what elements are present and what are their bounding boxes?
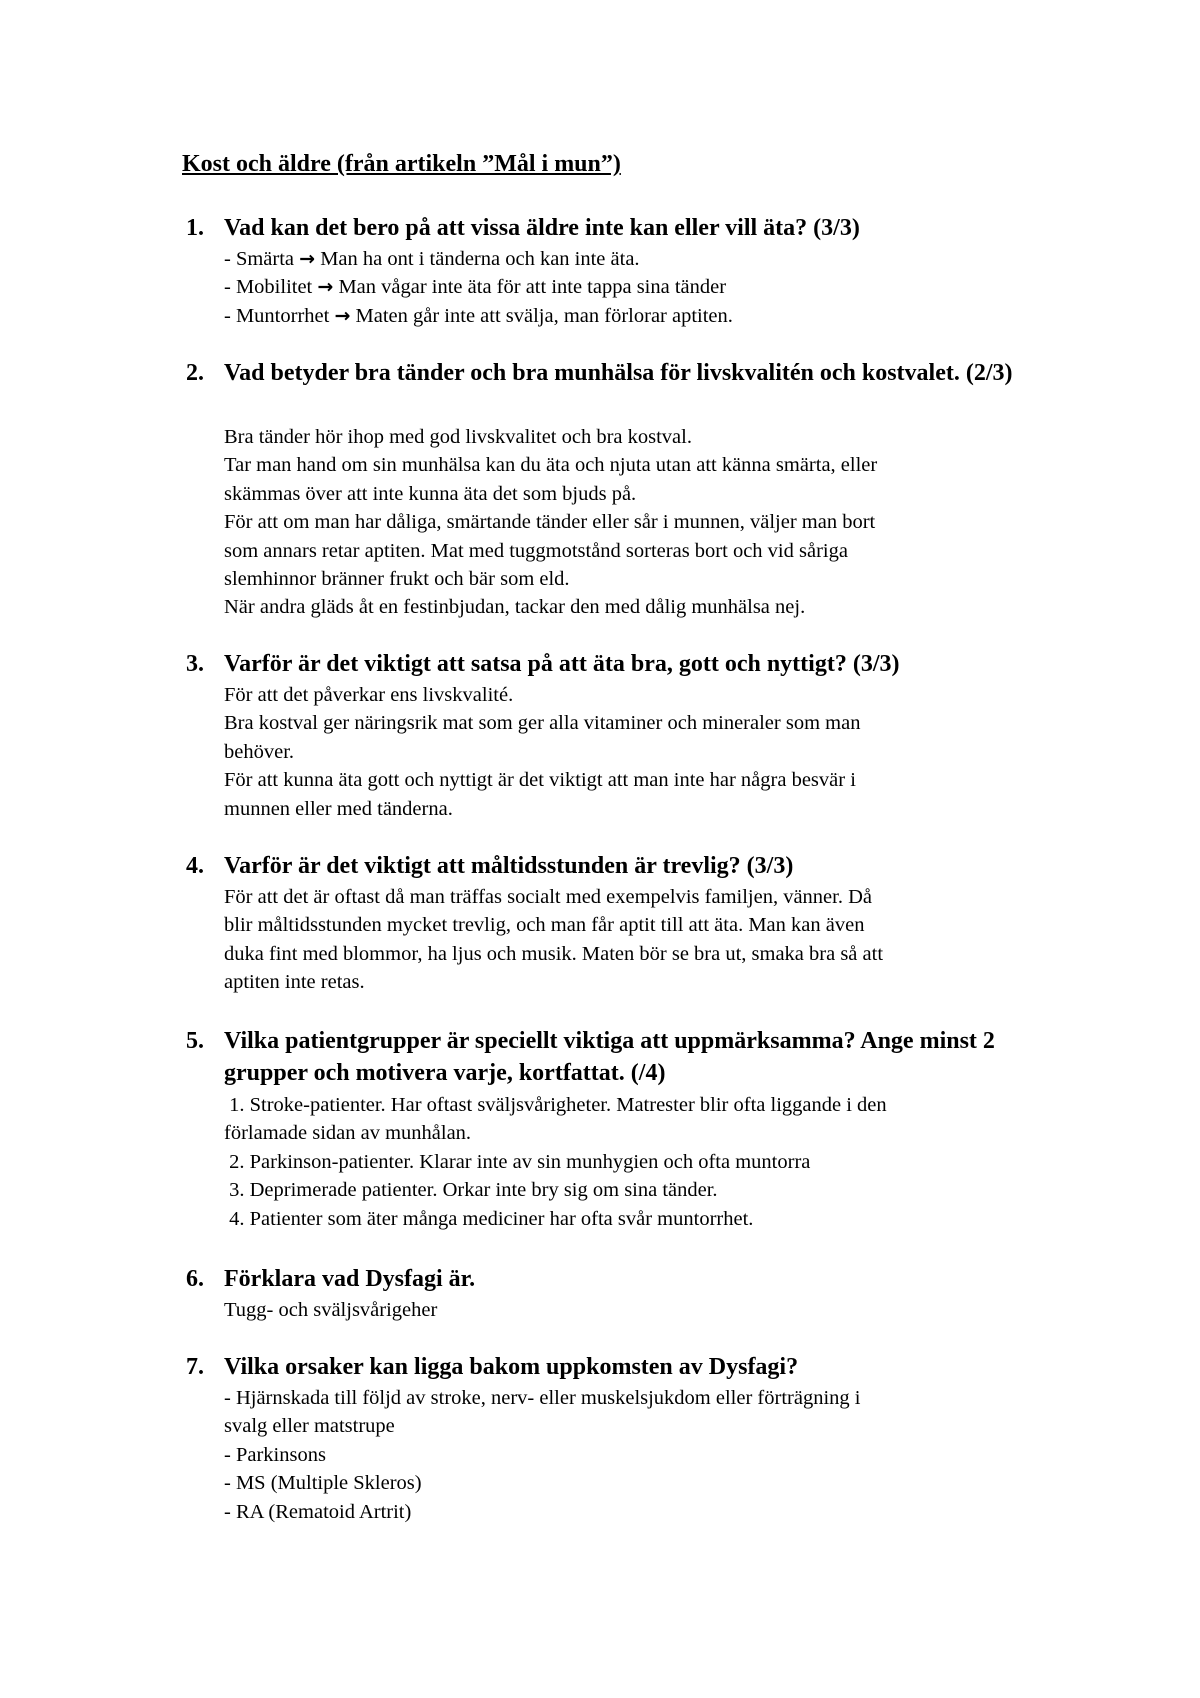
answer-text xyxy=(224,245,1014,330)
question-heading: Vad betyder bra tänder och bra munhälsa för livskvalitén och kostvalet. (2/3) xyxy=(224,360,1013,386)
question-number: 6. xyxy=(186,1266,204,1292)
question-heading: Varför är det viktigt att måltidsstunden är trevlig? (3/3) xyxy=(224,853,794,879)
answer-line: skämmas över att inte kunna äta det som bjuds på. xyxy=(224,482,637,505)
answer-line: För att om man har dåliga, smärtande tänder eller sår i munnen, väljer man bort xyxy=(224,511,876,534)
question-heading: Vad kan det bero på att vissa äldre inte kan eller vill äta? (3/3) xyxy=(224,215,860,241)
answer-line: - Muntorrhet → Maten går inte att svälja, man förlorar aptiten. xyxy=(224,304,733,327)
answer-text xyxy=(224,1091,1014,1233)
question-number: 4. xyxy=(186,853,204,879)
answer-line: munnen eller med tänderna. xyxy=(224,797,453,820)
question-heading: Vilka patientgrupper är speciellt viktiga att uppmärksamma? Ange minst 2 grupper och motivera varje, kortfattat. (/4) xyxy=(224,1028,995,1086)
answer-line: - RA (Rematoid Artrit) xyxy=(224,1500,412,1523)
answer-line: slemhinnor bränner frukt och bär som eld. xyxy=(224,568,570,591)
answer-line: - Parkinsons xyxy=(224,1443,326,1466)
right-arrow-icon: → xyxy=(299,248,316,270)
right-arrow-icon: → xyxy=(317,276,334,299)
question-heading: Varför är det viktigt att satsa på att äta bra, gott och nyttigt? (3/3) xyxy=(224,651,900,677)
question-heading: Vilka orsaker kan ligga bakom uppkomsten av Dysfagi? xyxy=(224,1354,799,1380)
question-number: 7. xyxy=(186,1354,204,1380)
answer-line: förlamade sidan av munhålan. xyxy=(224,1122,472,1145)
answer-line: Tugg- och sväljsvårigeher xyxy=(224,1299,438,1321)
answer-line: blir måltidsstunden mycket trevlig, och man får aptit till att äta. Man kan även xyxy=(224,914,865,937)
answer-line: svalg eller matstrupe xyxy=(224,1415,395,1438)
answer-text xyxy=(224,1384,1014,1526)
question-number: 5. xyxy=(186,1028,204,1054)
answer-line: Tar man hand om sin munhälsa kan du äta och njuta utan att känna smärta, eller xyxy=(224,454,878,477)
question-number: 1. xyxy=(186,215,204,241)
answer-text xyxy=(224,681,1014,823)
question-heading: Förklara vad Dysfagi är. xyxy=(224,1266,476,1292)
answer-line: - Mobilitet → Man vågar inte äta för att inte tappa sina tänder xyxy=(224,276,727,299)
answer-line: Bra tänder hör ihop med god livskvalitet och bra kostval. xyxy=(224,426,692,448)
answer-line: duka fint med blommor, ha ljus och musik. Maten bör se bra ut, smaka bra så att xyxy=(224,942,884,965)
answer-line: - Smärta → Man ha ont i tänderna och kan inte äta. xyxy=(224,248,640,270)
answer-line: aptiten inte retas. xyxy=(224,971,365,994)
answer-text xyxy=(224,423,1014,622)
answer-text xyxy=(224,883,1014,997)
answer-line: 2. Parkinson-patienter. Klarar inte av sin munhygien och ofta muntorra xyxy=(224,1150,811,1173)
answer-line: Bra kostval ger näringsrik mat som ger alla vitaminer och mineraler som man xyxy=(224,712,861,735)
answer-line: När andra gläds åt en festinbjudan, tackar den med dålig munhälsa nej. xyxy=(224,596,806,619)
question-number: 3. xyxy=(186,651,204,677)
document-title: Kost och äldre (från artikeln ”Mål i mun”) xyxy=(182,151,621,177)
right-arrow-icon: → xyxy=(334,304,351,327)
answer-text xyxy=(224,1296,1014,1324)
answer-line: behöver. xyxy=(224,740,295,763)
answer-line: - MS (Multiple Skleros) xyxy=(224,1472,422,1495)
question-number: 2. xyxy=(186,360,204,386)
answer-line: För att det är oftast då man träffas socialt med exempelvis familjen, vänner. Då xyxy=(224,886,873,908)
answer-line: som annars retar aptiten. Mat med tuggmotstånd sorteras bort och vid såriga xyxy=(224,539,848,562)
answer-line: För att det påverkar ens livskvalité. xyxy=(224,684,514,706)
answer-line: 1. Stroke-patienter. Har oftast sväljsvårigheter. Matrester blir ofta liggande i den xyxy=(224,1094,887,1116)
answer-line: 4. Patienter som äter många mediciner har ofta svår muntorrhet. xyxy=(224,1207,754,1230)
answer-line: För att kunna äta gott och nyttigt är det viktigt att man inte har några besvär i xyxy=(224,769,856,792)
answer-line: 3. Deprimerade patienter. Orkar inte bry sig om sina tänder. xyxy=(224,1179,718,1202)
answer-line: - Hjärnskada till följd av stroke, nerv- eller muskelsjukdom eller förträgning i xyxy=(224,1387,861,1409)
